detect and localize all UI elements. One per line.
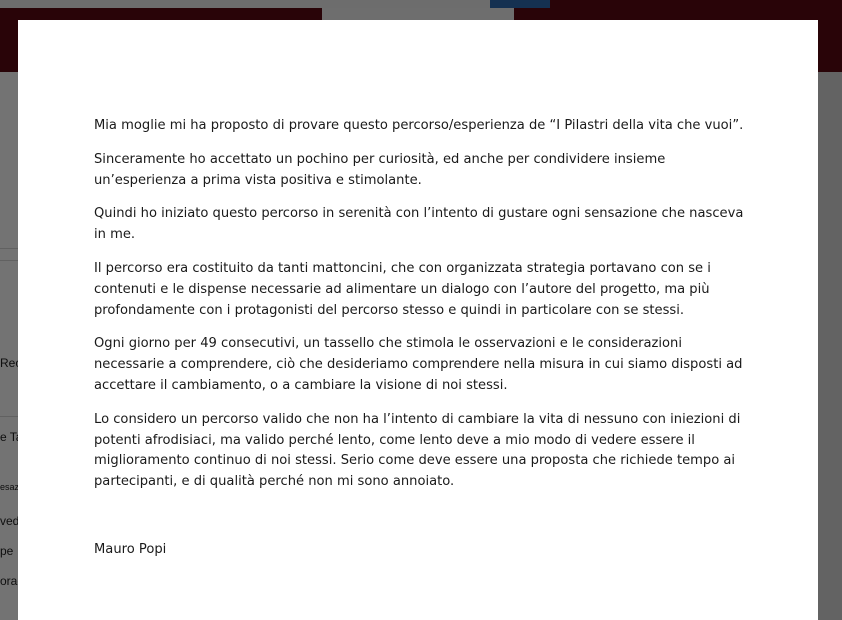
testimonial-letter <box>94 116 754 574</box>
letter-signature: Mauro Popi <box>94 541 167 557</box>
letter-paragraph: Quindi ho iniziato questo percorso in serenità con l’intento di gustare ogni sensazione che nasceva in me. <box>94 206 744 243</box>
letter-paragraph: Ogni giorno per 49 consecutivi, un tassello che stimola le osservazioni e le considerazioni necessarie a comprendere, ciò che desideriamo comprendere nella misura in cui siamo disposti ad accettare il cambiamento, o a cambiare la visione di noi stessi. <box>94 336 743 393</box>
letter-paragraph: Lo considero un percorso valido che non ha l’intento di cambiare la vita di nessuno con iniezioni di potenti afrodisiaci, ma valido perché lento, come lento deve a mio modo di vedere essere il miglioramento continuo di noi stessi. Serio come deve essere una proposta che richiede tempo ai partecipanti, e di qualità perché non mi sono annoiato. <box>94 411 741 490</box>
letter-paragraph: Sinceramente ho accettato un pochino per curiosità, ed anche per condividere insieme un’esperienza a prima vista positiva e stimolante. <box>94 151 666 188</box>
letter-paragraph: Mia moglie mi ha proposto di provare questo percorso/esperienza de “I Pilastri della vita che vuoi”. <box>94 118 744 133</box>
letter-paragraph: Il percorso era costituito da tanti mattoncini, che con organizzata strategia portavano con se i contenuti e le dispense necessarie ad alimentare un dialogo con l’autore del progetto, ma più profondamente con i protagonisti del percorso stesso e quindi in particolare con se stessi. <box>94 260 711 318</box>
lightbox-image <box>18 20 818 620</box>
